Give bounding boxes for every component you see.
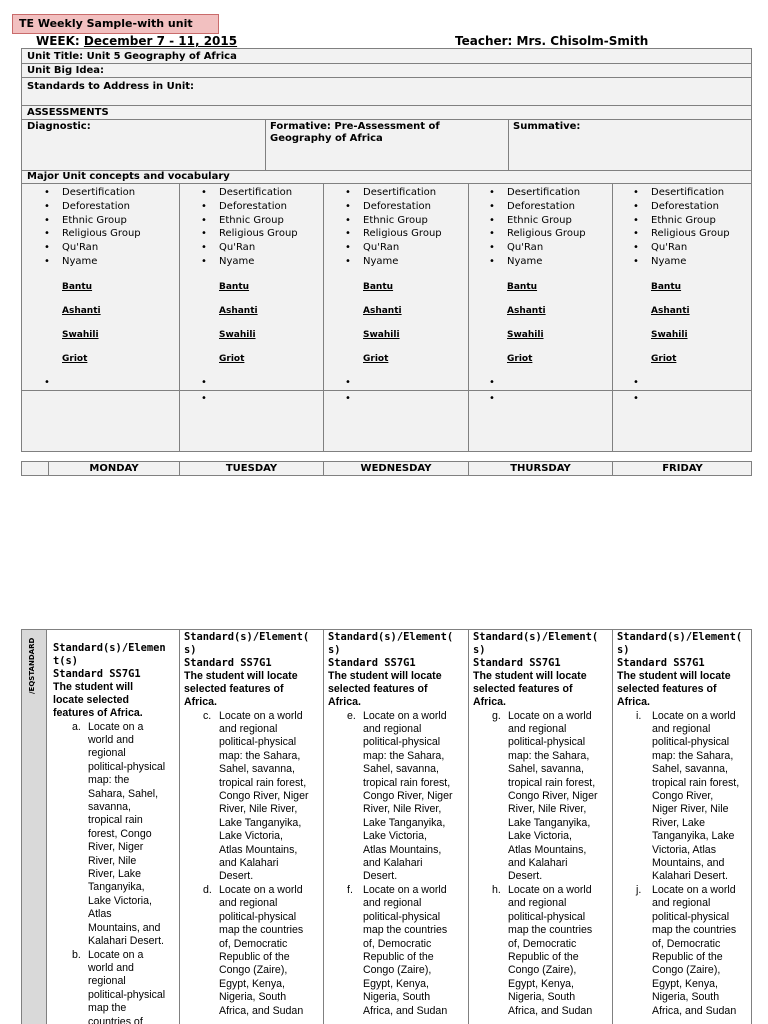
element-line: Tanganyika, Lake <box>652 830 735 843</box>
vocab-item: • Ethnic Group <box>489 214 586 228</box>
vocab-item: • Deforestation <box>201 200 298 214</box>
element-line: forest, Congo <box>88 827 152 840</box>
element-line: River, Nile River, <box>219 803 298 816</box>
element-line: Lake Tanganyika, <box>508 816 591 829</box>
element-line: savanna, <box>88 801 131 814</box>
element-line: Victoria, Atlas <box>652 843 716 856</box>
standard-heading: s) <box>473 644 486 656</box>
document-tag: TE Weekly Sample-with unit <box>12 14 219 34</box>
element-line: Africa, and Sudan <box>219 1004 304 1017</box>
element-line: Lake Victoria, <box>508 830 572 843</box>
element-line: tropical rain forest, <box>363 776 451 789</box>
element-line: and regional <box>652 723 711 736</box>
element-line: and regional <box>219 723 278 736</box>
standard-heading: Standard(s)/Elemen <box>53 642 166 654</box>
vocab-item: • Religious Group <box>489 227 586 241</box>
element-line: Egypt, Kenya, <box>508 977 574 990</box>
standard-description: Africa. <box>328 696 361 709</box>
element-line: Congo River, Niger <box>219 790 309 803</box>
vocab-item: • Religious Group <box>633 227 730 241</box>
standard-description: locate selected <box>53 694 129 707</box>
standard-column-tuesday <box>180 630 323 1024</box>
standard-description: The student will <box>53 681 134 693</box>
element-line: Sahel, savanna, <box>652 763 728 776</box>
element-line: political-physical <box>508 910 586 923</box>
divider <box>612 183 613 392</box>
list-marker: f. <box>347 883 353 896</box>
blank-row <box>21 391 752 452</box>
element-line: of, Democratic <box>363 937 432 950</box>
vocab-item: • Deforestation <box>44 200 141 214</box>
vocab-item: • Ethnic Group <box>44 214 141 228</box>
element-line: political-physical <box>363 910 441 923</box>
list-marker: h. <box>492 883 501 896</box>
week-line <box>36 34 237 48</box>
vocab-term: Ashanti <box>507 305 546 316</box>
empty-bullet: • <box>633 393 639 404</box>
element-line: Sahel, savanna, <box>363 763 439 776</box>
element-line: tropical rain forest, <box>652 776 740 789</box>
vocab-term: Griot <box>363 353 389 364</box>
element-line: Africa, and Sudan <box>652 1004 737 1017</box>
divider <box>179 391 180 451</box>
standard-code: Standard SS7G1 <box>184 657 272 669</box>
vocab-column <box>633 186 730 371</box>
vocab-term: Griot <box>219 353 245 364</box>
vocab-term: Griot <box>62 353 88 364</box>
standard-description: selected features of <box>473 683 573 696</box>
element-line: tropical rain <box>88 814 143 827</box>
vocab-item: • Desertification <box>633 186 730 200</box>
empty-bullet: • <box>345 377 351 388</box>
element-line: Egypt, Kenya, <box>363 977 429 990</box>
formative-label: Formative: Pre-Assessment of <box>270 121 440 132</box>
standard-heading: Standard(s)/Element( <box>617 631 743 643</box>
element-line: world and <box>88 734 134 747</box>
list-marker: e. <box>347 709 356 722</box>
standard-description: Africa. <box>473 696 506 709</box>
element-line: political-physical <box>219 910 297 923</box>
divider <box>508 119 509 170</box>
empty-bullet: • <box>201 393 207 404</box>
element-line: Mountains, and <box>652 857 725 870</box>
day-thursday: THURSDAY <box>510 463 571 474</box>
element-line: j. Locate on a world <box>636 883 736 896</box>
vocab-item: • Nyame <box>201 255 298 269</box>
element-line: Nigeria, South <box>363 991 431 1004</box>
divider <box>22 119 751 120</box>
element-line: River, Nile <box>88 854 137 867</box>
unit-big-idea: Unit Big Idea: <box>27 65 105 76</box>
standard-heading: t(s) <box>53 655 79 667</box>
vocab-item: • Religious Group <box>44 227 141 241</box>
vocab-item: • Qu'Ran <box>633 241 730 255</box>
element-line: Atlas Mountains, <box>219 843 298 856</box>
element-line: and regional <box>652 897 711 910</box>
empty-bullet: • <box>44 377 50 388</box>
element-line: Congo (Zaire), <box>363 964 432 977</box>
standard-code: Standard SS7G1 <box>53 668 141 680</box>
element-line: d. Locate on a world <box>203 883 303 896</box>
vocab-item: • Deforestation <box>633 200 730 214</box>
element-line: Lake Victoria, <box>219 830 283 843</box>
element-line: regional <box>88 747 126 760</box>
element-line: River, Niger <box>88 841 144 854</box>
vocab-column <box>489 186 586 371</box>
element-line: Congo River, Niger <box>508 790 598 803</box>
element-line: b. Locate on a <box>72 948 144 961</box>
vocab-term: Swahili <box>62 329 99 340</box>
element-line: Lake Victoria, <box>88 894 152 907</box>
element-line: f. Locate on a world <box>347 883 447 896</box>
divider <box>22 183 751 184</box>
element-line: c. Locate on a world <box>203 709 303 722</box>
standard-heading: Standard(s)/Element( <box>473 631 599 643</box>
vocab-term: Ashanti <box>651 305 690 316</box>
unit-overview-table <box>21 48 752 391</box>
element-line: Republic of the <box>363 950 434 963</box>
standard-description: The student will locate <box>328 670 442 682</box>
week-label: WEEK: <box>36 34 84 48</box>
divider <box>265 119 266 170</box>
list-marker: d. <box>203 883 212 896</box>
empty-bullet: • <box>345 393 351 404</box>
element-line: map: the <box>88 774 130 787</box>
empty-bullet: • <box>489 377 495 388</box>
vocab-term: Bantu <box>62 281 93 292</box>
standard-heading: s) <box>184 644 197 656</box>
element-line: and regional <box>363 897 422 910</box>
empty-bullet: • <box>201 377 207 388</box>
element-line: political-physical <box>219 736 297 749</box>
list-marker: c. <box>203 709 212 722</box>
standard-heading: s) <box>328 644 341 656</box>
element-line: Atlas Mountains, <box>363 843 442 856</box>
vocab-item: • Deforestation <box>489 200 586 214</box>
divider <box>323 183 324 392</box>
element-line: and regional <box>508 897 567 910</box>
element-line: Nigeria, South <box>508 991 576 1004</box>
vocab-item: • Ethnic Group <box>201 214 298 228</box>
divider <box>468 391 469 451</box>
empty-bullet: • <box>489 393 495 404</box>
vocab-item: • Qu'Ran <box>489 241 586 255</box>
element-line: and Kalahari <box>219 857 279 870</box>
vocab-item: • Qu'Ran <box>44 241 141 255</box>
standard-description: selected features of <box>617 683 717 696</box>
day-header-bar <box>21 461 752 476</box>
element-line: and Kalahari <box>363 857 423 870</box>
element-line: Sahel, savanna, <box>508 763 584 776</box>
divider <box>22 105 751 106</box>
element-line: and Kalahari <box>508 857 568 870</box>
divider <box>468 183 469 392</box>
element-line: River, Nile River, <box>508 803 587 816</box>
element-line: River, Lake <box>652 816 705 829</box>
standard-column-thursday <box>469 630 612 1024</box>
element-line: of, Democratic <box>652 937 721 950</box>
element-line: a. Locate on a <box>72 720 144 733</box>
element-line: Congo (Zaire), <box>508 964 577 977</box>
element-line: political-physical <box>508 736 586 749</box>
standard-description: selected features of <box>328 683 428 696</box>
vocab-term: Bantu <box>651 281 682 292</box>
unit-title: Unit Title: Unit 5 Geography of Africa <box>27 51 237 62</box>
vocab-term: Bantu <box>363 281 394 292</box>
element-line: Sahel, savanna, <box>219 763 295 776</box>
standard-column-friday <box>613 630 752 1024</box>
element-line: Africa, and Sudan <box>508 1004 593 1017</box>
element-line: Congo (Zaire), <box>652 964 721 977</box>
element-line: Lake Victoria, <box>363 830 427 843</box>
element-line: Mountains, and <box>88 921 161 934</box>
vocab-term: Bantu <box>507 281 538 292</box>
standard-column-monday <box>49 630 179 1024</box>
summative-label: Summative: <box>513 121 581 132</box>
element-line: and regional <box>219 897 278 910</box>
element-line: Atlas <box>88 908 112 921</box>
element-line: Sahara, Sahel, <box>88 787 159 800</box>
divider <box>612 391 613 451</box>
element-line: map the countries <box>219 924 304 937</box>
side-label-column <box>22 630 47 1024</box>
element-line: e. Locate on a world <box>347 709 447 722</box>
element-line: of, Democratic <box>508 937 577 950</box>
element-line: political-physical <box>652 910 730 923</box>
element-line: map the countries <box>652 924 737 937</box>
element-line: Republic of the <box>508 950 579 963</box>
vocab-term: Swahili <box>651 329 688 340</box>
element-line: Atlas Mountains, <box>508 843 587 856</box>
element-line: political-physical <box>88 760 166 773</box>
vocab-term: Ashanti <box>62 305 101 316</box>
day-friday: FRIDAY <box>662 463 703 474</box>
vocab-term: Swahili <box>219 329 256 340</box>
element-line: Congo River, <box>652 790 714 803</box>
vocab-item: • Qu'Ran <box>201 241 298 255</box>
day-monday: MONDAY <box>89 463 139 474</box>
element-line: Lake Tanganyika, <box>219 816 302 829</box>
element-line: Tanganyika, <box>88 881 145 894</box>
element-line: River, Lake <box>88 868 141 881</box>
standard-description: selected features of <box>184 683 284 696</box>
element-line: world and <box>88 961 134 974</box>
element-line: map: the Sahara, <box>508 749 590 762</box>
vocab-item: • Nyame <box>44 255 141 269</box>
divider <box>179 183 180 392</box>
vocab-column <box>201 186 298 371</box>
standard-description: Africa. <box>184 696 217 709</box>
week-dates: December 7 - 11, 2015 <box>83 34 238 48</box>
standards-table <box>21 629 752 1024</box>
vocab-term: Bantu <box>219 281 250 292</box>
element-line: Congo (Zaire), <box>219 964 288 977</box>
list-marker: a. <box>72 720 81 733</box>
standard-heading: Standard(s)/Element( <box>184 631 310 643</box>
vocab-item: • Religious Group <box>201 227 298 241</box>
divider <box>22 63 751 64</box>
assessments-heading: ASSESSMENTS <box>27 107 109 118</box>
vocab-column <box>44 186 141 371</box>
element-line: and regional <box>363 723 422 736</box>
vocab-term: Swahili <box>363 329 400 340</box>
element-line: tropical rain forest, <box>219 776 307 789</box>
divider <box>22 77 751 78</box>
element-line: map the countries <box>508 924 593 937</box>
vocab-item: • Nyame <box>633 255 730 269</box>
element-line: Africa, and Sudan <box>363 1004 448 1017</box>
element-line: political-physical <box>363 736 441 749</box>
vocab-item: • Nyame <box>489 255 586 269</box>
element-line: regional <box>88 975 126 988</box>
element-line: i. Locate on a world <box>636 709 736 722</box>
list-marker: g. <box>492 709 501 722</box>
element-line: Desert. <box>508 870 543 883</box>
element-line: Congo River, Niger <box>363 790 453 803</box>
vocab-term: Swahili <box>507 329 544 340</box>
element-line: Lake Tanganyika, <box>363 816 446 829</box>
teacher-name: Teacher: Mrs. Chisolm-Smith <box>455 34 649 48</box>
divider <box>323 391 324 451</box>
vocab-item: • Deforestation <box>345 200 442 214</box>
formative-label-line2: Geography of Africa <box>270 133 383 144</box>
vocab-item: • Desertification <box>44 186 141 200</box>
list-marker: j. <box>636 883 642 896</box>
element-line: map the <box>88 1002 127 1015</box>
element-line: Republic of the <box>652 950 723 963</box>
diagnostic-label: Diagnostic: <box>27 121 91 132</box>
vocab-item: • Nyame <box>345 255 442 269</box>
element-line: Egypt, Kenya, <box>219 977 285 990</box>
list-marker: i. <box>636 709 642 722</box>
element-line: Nigeria, South <box>652 991 720 1004</box>
standard-code: Standard SS7G1 <box>617 657 705 669</box>
vocab-item: • Desertification <box>489 186 586 200</box>
standard-code: Standard SS7G1 <box>328 657 416 669</box>
element-line: tropical rain forest, <box>508 776 596 789</box>
vocab-item: • Ethnic Group <box>633 214 730 228</box>
standard-code: Standard SS7G1 <box>473 657 561 669</box>
element-line: political-physical <box>88 988 166 1001</box>
element-line: and regional <box>508 723 567 736</box>
standard-description: The student will locate <box>184 670 298 682</box>
standard-description: The student will locate <box>473 670 587 682</box>
standard-description: Africa. <box>617 696 650 709</box>
vocab-term: Ashanti <box>363 305 402 316</box>
element-line: g. Locate on a world <box>492 709 592 722</box>
element-line: Desert. <box>219 870 254 883</box>
element-line: h. Locate on a world <box>492 883 592 896</box>
vocab-item: • Qu'Ran <box>345 241 442 255</box>
standard-heading: Standard(s)/Element( <box>328 631 454 643</box>
vocab-item: • Religious Group <box>345 227 442 241</box>
element-line: of, Democratic <box>219 937 288 950</box>
list-marker: b. <box>72 948 81 961</box>
standards-to-address: Standards to Address in Unit: <box>27 81 195 92</box>
vocab-term: Ashanti <box>219 305 258 316</box>
element-line: map the countries <box>363 924 448 937</box>
vocab-item: • Desertification <box>345 186 442 200</box>
element-line: Nigeria, South <box>219 991 287 1004</box>
element-line: Egypt, Kenya, <box>652 977 718 990</box>
concepts-heading: Major Unit concepts and vocabulary <box>27 171 230 182</box>
element-line: map: the Sahara, <box>363 749 445 762</box>
element-line: Kalahari Desert. <box>652 870 728 883</box>
element-line: countries of <box>88 1015 143 1024</box>
day-tuesday: TUESDAY <box>225 463 278 474</box>
element-line: political-physical <box>652 736 730 749</box>
standard-description: features of Africa. <box>53 707 143 720</box>
vocab-item: • Desertification <box>201 186 298 200</box>
vocab-term: Griot <box>651 353 677 364</box>
vocab-term: Griot <box>507 353 533 364</box>
standard-column-wednesday <box>324 630 468 1024</box>
standard-description: The student will locate <box>617 670 731 682</box>
day-wednesday: WEDNESDAY <box>360 463 432 474</box>
element-line: map: the Sahara, <box>652 749 734 762</box>
element-line: map: the Sahara, <box>219 749 301 762</box>
vocab-column <box>345 186 442 371</box>
vocab-item: • Ethnic Group <box>345 214 442 228</box>
empty-bullet: • <box>633 377 639 388</box>
element-line: Niger River, Nile <box>652 803 729 816</box>
element-line: Desert. <box>363 870 398 883</box>
standard-heading: s) <box>617 644 630 656</box>
element-line: Republic of the <box>219 950 290 963</box>
element-line: River, Nile River, <box>363 803 442 816</box>
element-line: Kalahari Desert. <box>88 935 164 948</box>
side-label: /EQSTANDARD <box>28 637 36 694</box>
